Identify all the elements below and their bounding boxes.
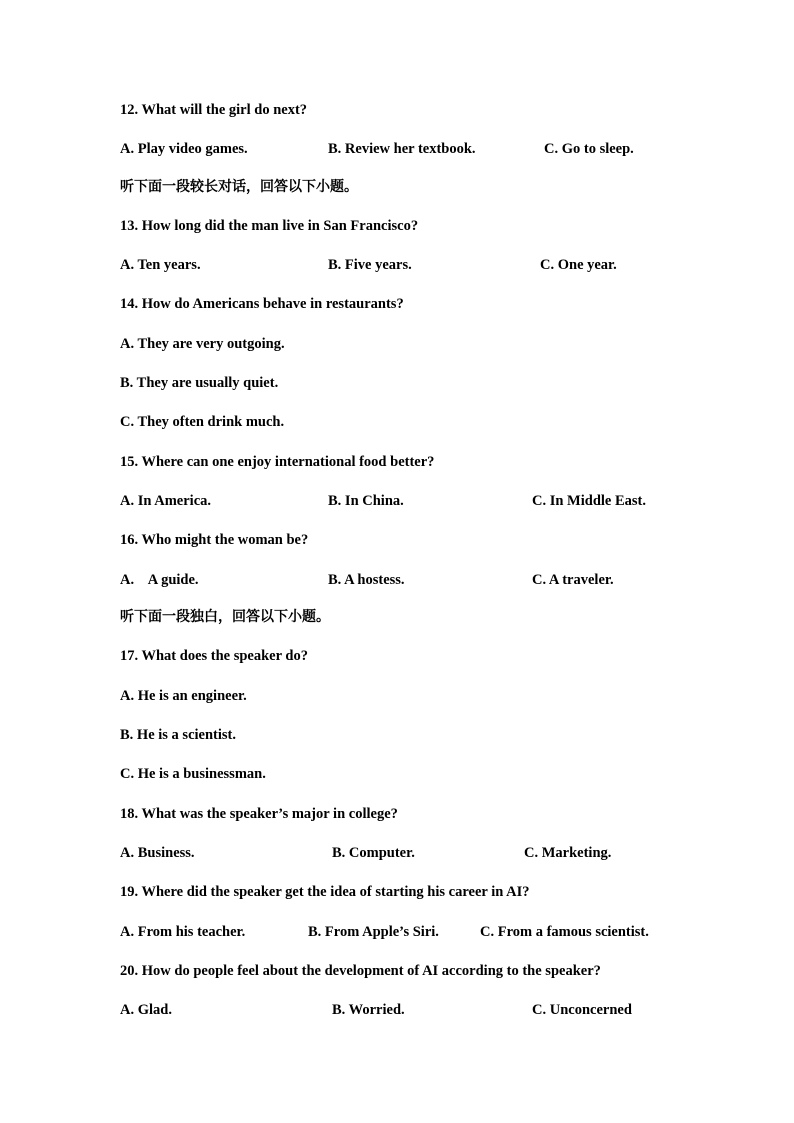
option-19c: C. From a famous scientist. xyxy=(480,924,649,940)
option-20c: C. Unconcerned xyxy=(532,1002,632,1018)
option-20b: B. Worried. xyxy=(332,1002,405,1018)
option-15c: C. In Middle East. xyxy=(532,493,647,509)
section-heading-monologue: 听下面一段独白，回答以下小题。 xyxy=(120,609,330,625)
option-13a: A. Ten years. xyxy=(120,257,201,273)
question-14: 14. How do Americans behave in restaurants? xyxy=(120,296,404,312)
option-16b: B. A hostess. xyxy=(328,572,405,588)
option-17b: B. He is a scientist. xyxy=(120,727,236,743)
option-13c: C. One year. xyxy=(540,257,617,273)
question-19: 19. Where did the speaker get the idea of starting his career in AI? xyxy=(120,884,530,900)
option-15a: A. In America. xyxy=(120,493,212,509)
option-18b: B. Computer. xyxy=(332,845,415,861)
option-12a: A. Play video games. xyxy=(120,141,248,157)
option-20a: A. Glad. xyxy=(120,1002,172,1018)
option-18c: C. Marketing. xyxy=(524,845,612,861)
option-19a: A. From his teacher. xyxy=(120,924,246,940)
option-14c: C. They often drink much. xyxy=(120,414,285,430)
question-15: 15. Where can one enjoy international food better? xyxy=(120,454,435,470)
option-12b: B. Review her textbook. xyxy=(328,141,476,157)
option-14a: A. They are very outgoing. xyxy=(120,336,285,352)
option-17c: C. He is a businessman. xyxy=(120,766,266,782)
question-20: 20. How do people feel about the development of AI according to the speaker? xyxy=(120,963,601,979)
question-17: 17. What does the speaker do? xyxy=(120,648,308,664)
option-13b: B. Five years. xyxy=(328,257,412,273)
option-16a: A. A guide. xyxy=(120,572,199,588)
question-12: 12. What will the girl do next? xyxy=(120,102,308,118)
option-17a: A. He is an engineer. xyxy=(120,688,247,704)
option-14b: B. They are usually quiet. xyxy=(120,375,279,391)
question-13: 13. How long did the man live in San Francisco? xyxy=(120,218,419,234)
option-15b: B. In China. xyxy=(328,493,404,509)
option-16c: C. A traveler. xyxy=(532,572,614,588)
option-19b: B. From Apple’s Siri. xyxy=(308,924,439,940)
question-16: 16. Who might the woman be? xyxy=(120,532,309,548)
option-18a: A. Business. xyxy=(120,845,195,861)
question-18: 18. What was the speaker’s major in college? xyxy=(120,806,398,822)
option-12c: C. Go to sleep. xyxy=(544,141,634,157)
section-heading-dialogue: 听下面一段较长对话，回答以下小题。 xyxy=(120,179,358,195)
